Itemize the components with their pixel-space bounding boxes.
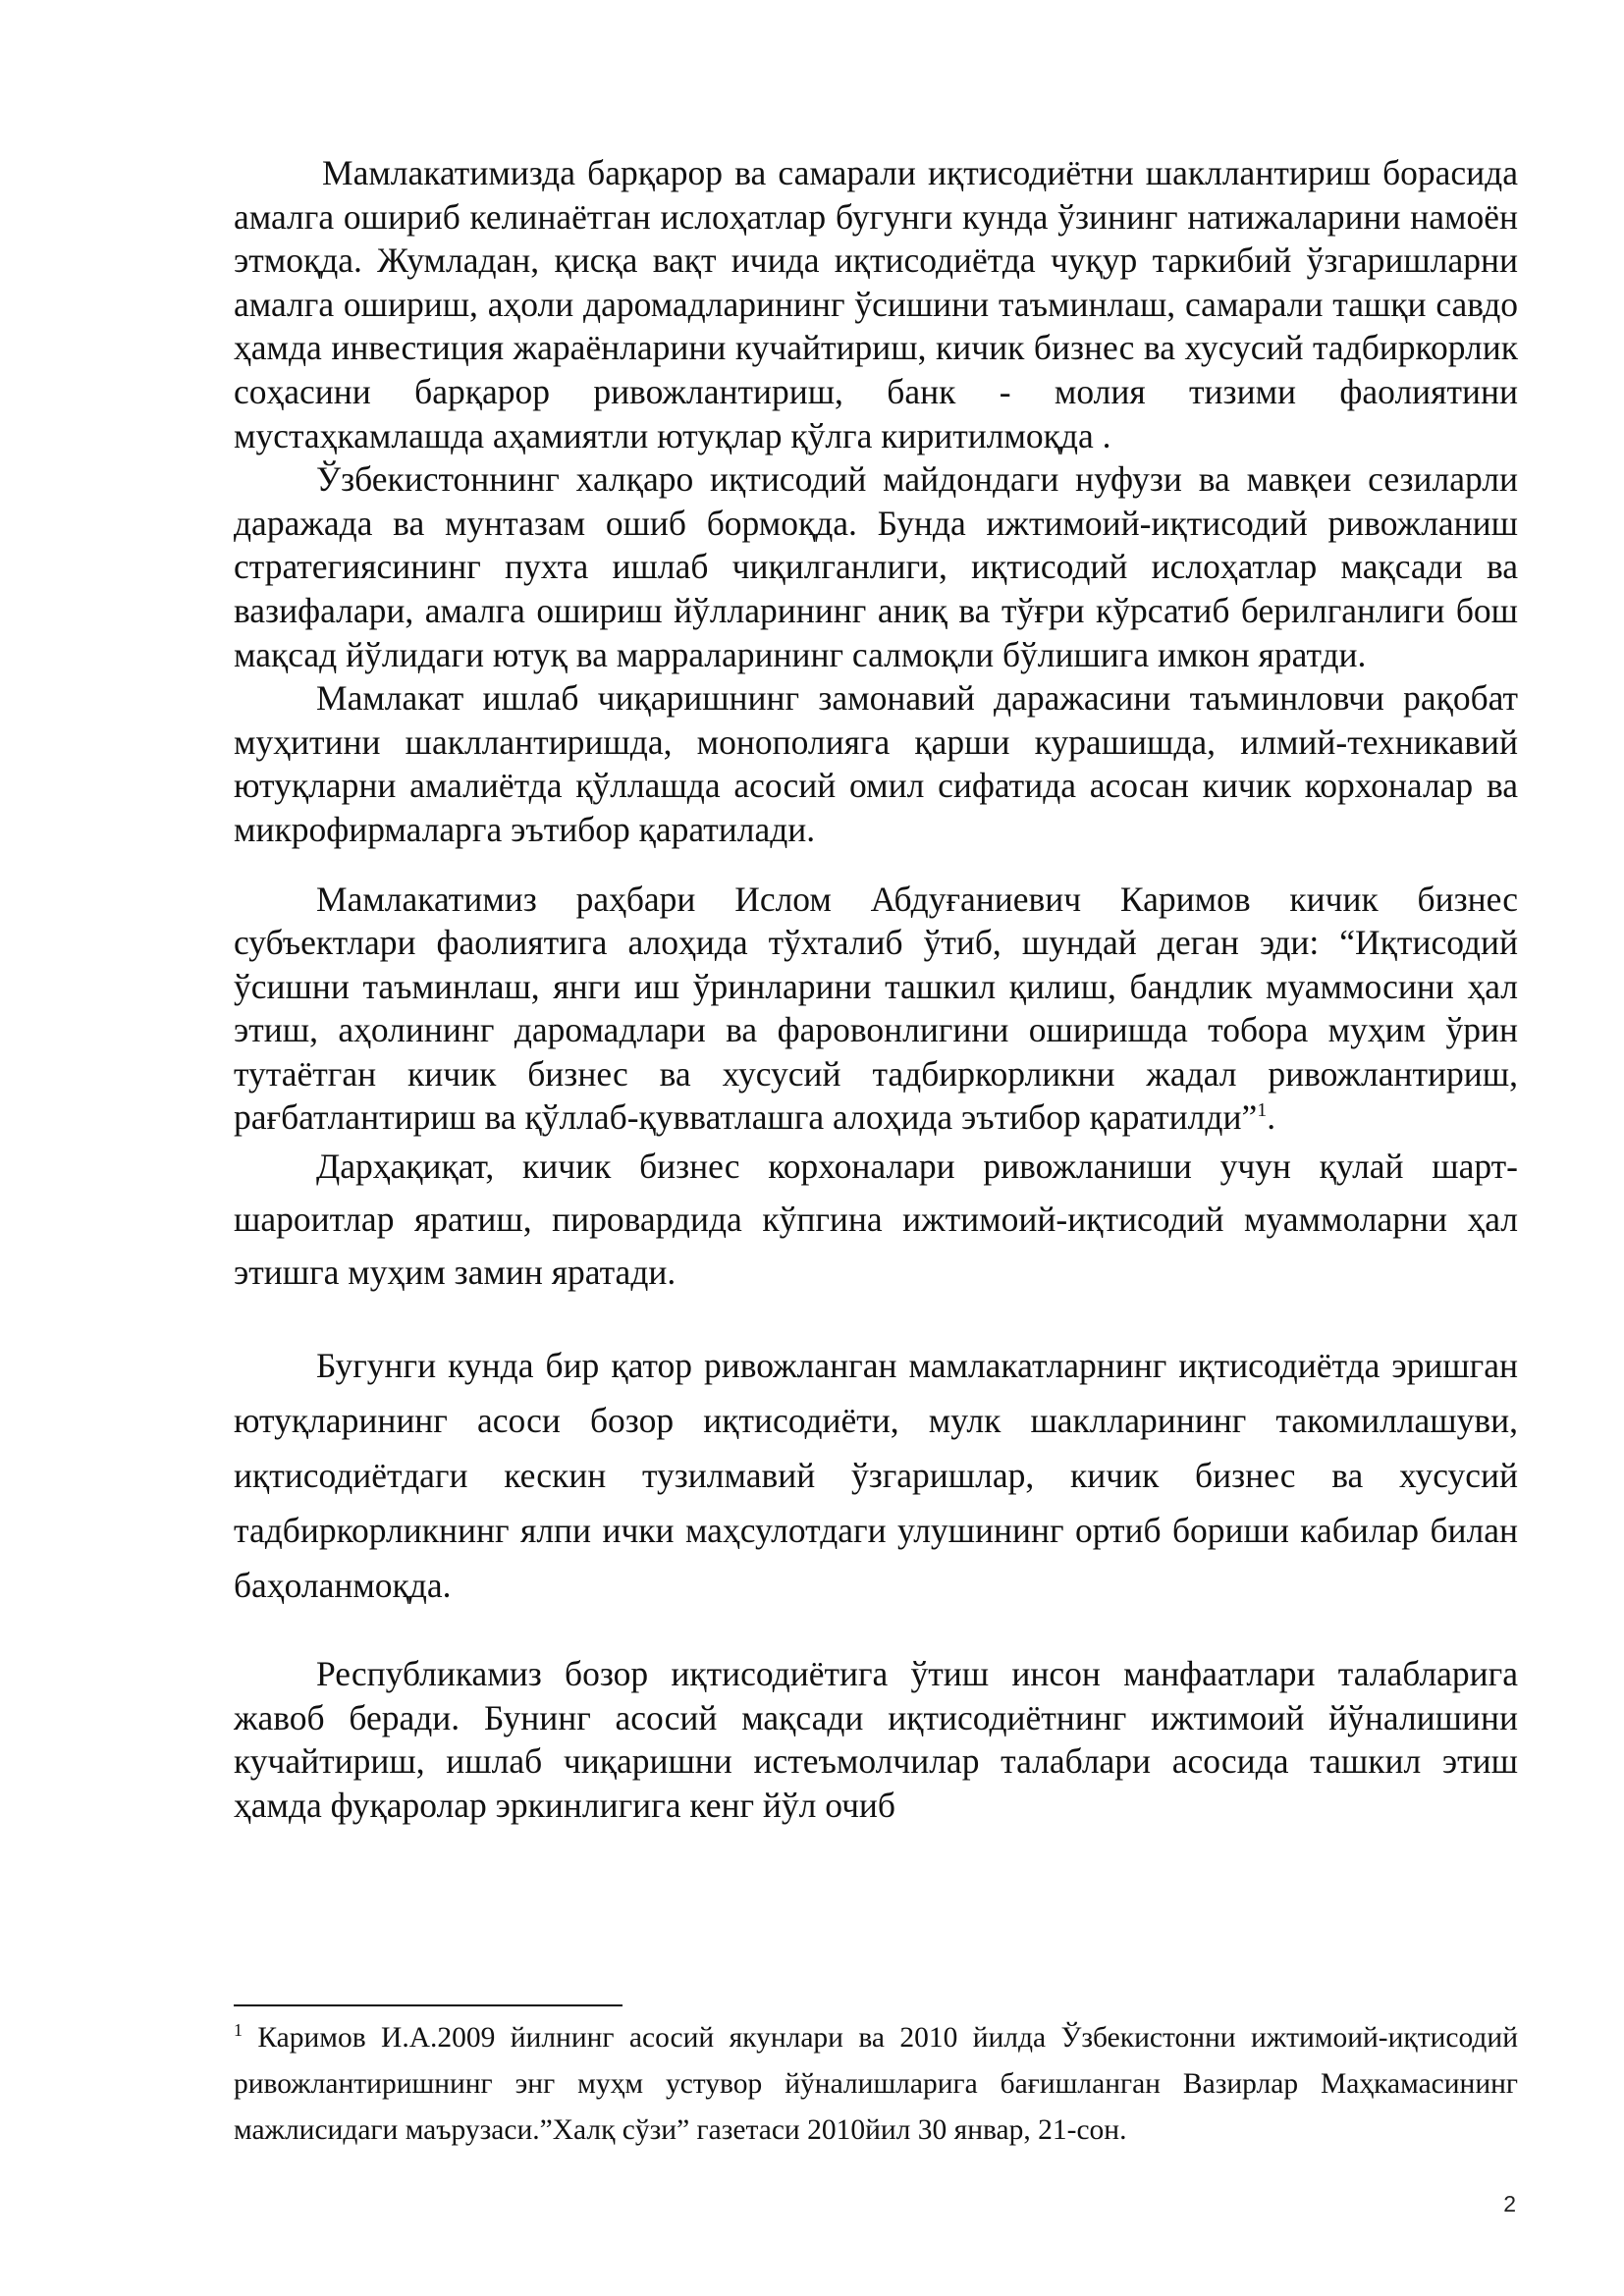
page-number: 2: [1503, 2191, 1516, 2216]
paragraph-1: Мамлакатимизда барқарор ва самарали иқтисодиётни шакллантириш борасида амалга ошириб келинаётган ислоҳатлар бугунги кунда ўзининг натижаларини намоён этмоқда. Жумладан, қисқа вақт ичида иқтисодиётда чуқур таркибий ўзгаришларни амалга ошириш, аҳоли даромадларининг ўсишини таъминлаш, самарали ташқи савдо ҳамда инвестиция жараёнларини кучайтириш, кичик бизнес ва хусусий тадбиркорлик соҳасини барқарор ривожлантириш, банк - молия тизими фаолиятини мустаҳкамлашда аҳамиятли ютуқлар қўлга киритилмоқда .: [234, 153, 1518, 455]
paragraph-4-text: Мамлакатимиз раҳбари Ислом Абдуғаниевич Каримов кичик бизнес субъектлари фаолиятига алоҳида тўхталиб ўтиб, шундай деган эди: “Иқтисодий ўсишни таъминлаш, янги иш ўринларини ташкил қилиш, бандлик муаммосини ҳал этиш, аҳолининг даромадлари ва фаровонлигини оширишда тобора муҳим ўрин тутаётган кичик бизнес ва хусусий тадбиркорликни жадал ривожлантириш, рағбатлантириш ва қўллаб-қувватлашга алоҳида эътибор қаратилди”: [234, 879, 1518, 1138]
footnote-reference: 1: [1257, 1099, 1268, 1122]
footnote: [234, 2015, 1518, 2154]
paragraph-4-end: .: [1267, 1097, 1276, 1138]
paragraph-3: Мамлакат ишлаб чиқаришнинг замонавий даражасини таъминловчи рақобат муҳитини шакллантиришда, монополияга қарши курашишда, илмий-техникавий ютуқларни амалиётда қўллашда асосий омил сифатида асосан кичик корхоналар ва микрофирмаларга эътибор қаратилади.: [234, 678, 1518, 849]
footnote-text: Каримов И.А.2009 йилнинг асосий якунлари ва 2010 йилда Ўзбекистонни ижтимоий-иқтисодий ривожлантиришнинг энг муҳм устувор йўналишларига бағишланган Вазирлар Маҳкамасининг мажлисидаги маърузаси.”Халқ сўзи” газетаси 2010йил 30 январ, 21-сон.: [234, 2022, 1518, 2146]
footnote-separator: [234, 2004, 623, 2006]
paragraph-6: Бугунги кунда бир қатор ривожланган мамлакатларнинг иқтисодиётда эришган ютуқларининг асоси бозор иқтисодиёти, мулк шаклларининг такомиллашуви, иқтисодиётдаги кескин тузилмавий ўзгаришлар, кичик бизнес ва хусусий тадбиркорликнинг ялпи ички маҳсулотдаги улушининг ортиб бориши кабилар билан баҳоланмоқда.: [234, 1346, 1518, 1606]
main-text: [234, 151, 1518, 1827]
paragraph-4: [234, 878, 1518, 1141]
paragraph-5: Дарҳақиқат, кичик бизнес корхоналари ривожланиши учун қулай шарт-шароитлар яратиш, пировардида кўпгина ижтимоий-иқтисодий муаммоларни ҳал этишга муҳим замин яратади.: [234, 1147, 1518, 1293]
footnote-marker: 1: [234, 2020, 243, 2041]
paragraph-7: Республикамиз бозор иқтисодиётига ўтиш инсон манфаатлари талабларига жавоб беради. Бунинг асосий мақсади иқтисодиётнинг ижтимоий йўналишини кучайтириш, ишлаб чиқаришни истеъмолчилар талаблари асосида ташкил этиш ҳамда фуқаролар эркинлигига кенг йўл очиб: [234, 1654, 1518, 1825]
paragraph-2: Ўзбекистоннинг халқаро иқтисодий майдондаги нуфузи ва мавқеи сезиларли даражада ва мунтазам ошиб бормоқда. Бунда ижтимоий-иқтисодий ривожланиш стратегиясининг пухта ишлаб чиқилганлиги, иқтисодий ислоҳатлар мақсади ва вазифалари, амалга ошириш йўлларининг аниқ ва тўғри кўрсатиб берилганлиги бош мақсад йўлидаги ютуқ ва марраларининг салмоқли бўлишига имкон яратди.: [234, 459, 1518, 674]
